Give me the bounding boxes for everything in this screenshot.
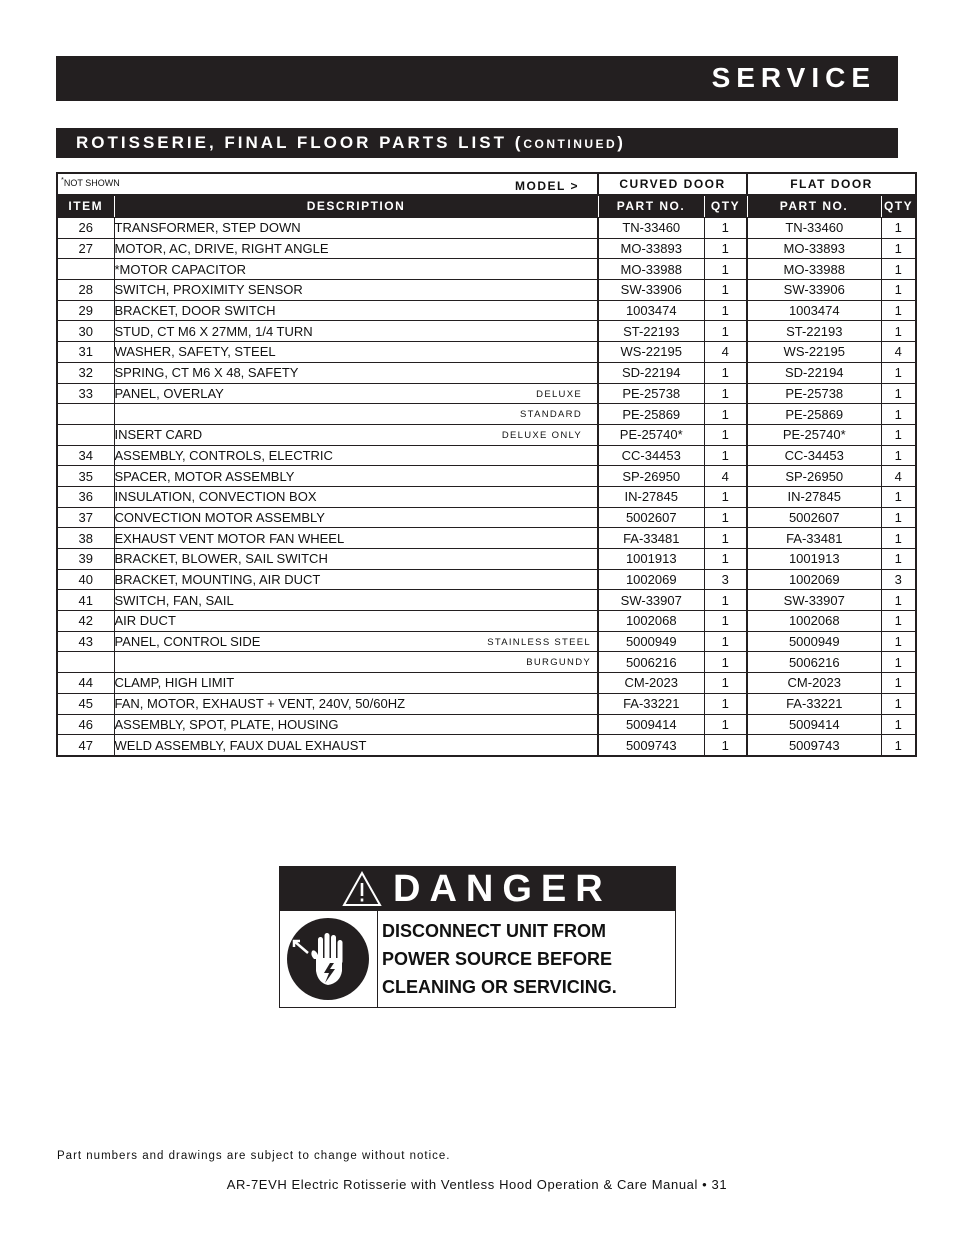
description-cell xyxy=(114,569,598,590)
flat-qty-cell: 1 xyxy=(881,383,916,404)
flat-part-no-cell: TN-33460 xyxy=(747,218,881,239)
curved-qty-cell: 1 xyxy=(704,280,747,301)
description-text: SPRING, CT M6 X 48, SAFETY xyxy=(114,365,299,381)
flat-part-no-cell: SW-33906 xyxy=(747,280,881,301)
electric-shock-hand-icon xyxy=(280,911,377,1007)
curved-qty-cell: 1 xyxy=(704,735,747,756)
description-text: CLAMP, HIGH LIMIT xyxy=(114,675,235,691)
curved-part-no-cell: MO-33893 xyxy=(598,238,704,259)
description-text: INSERT CARD xyxy=(114,427,203,443)
curved-qty-cell: 1 xyxy=(704,259,747,280)
curved-part-no-cell: PE-25869 xyxy=(598,404,704,425)
flat-qty-cell: 1 xyxy=(881,259,916,280)
danger-line-2: POWER SOURCE BEFORE xyxy=(382,949,613,969)
variant-label: STANDARD xyxy=(520,409,582,421)
flat-part-no-cell: IN-27845 xyxy=(747,486,881,507)
description-text: *MOTOR CAPACITOR xyxy=(114,261,246,277)
curved-qty-cell: 1 xyxy=(704,362,747,383)
description-text: PANEL, OVERLAY xyxy=(114,385,224,401)
page-footer: AR-7EVH Electric Rotisserie with Ventless Hood Operation & Care Manual • 31 xyxy=(226,1177,728,1192)
item-cell: 42 xyxy=(57,611,114,632)
curved-qty-cell: 1 xyxy=(704,300,747,321)
curved-part-no-cell: WS-22195 xyxy=(598,342,704,363)
flat-part-no-cell: SD-22194 xyxy=(747,362,881,383)
curved-part-no-cell: MO-33988 xyxy=(598,259,704,280)
flat-part-no-cell: 5002607 xyxy=(747,507,881,528)
col-flat-part-no: PART NO. xyxy=(747,195,881,218)
description-cell xyxy=(114,673,598,694)
flat-qty-cell: 1 xyxy=(881,445,916,466)
variant-label: DELUXE ONLY xyxy=(501,429,582,441)
item-cell: 37 xyxy=(57,507,114,528)
flat-qty-cell: 1 xyxy=(881,321,916,342)
parts-table xyxy=(56,172,917,757)
curved-part-no-cell: 5009414 xyxy=(598,714,704,735)
description-text: WELD ASSEMBLY, FAUX DUAL EXHAUST xyxy=(114,737,367,753)
col-curved-part-no: PART NO. xyxy=(598,195,704,218)
curved-qty-cell: 3 xyxy=(704,569,747,590)
item-cell: 27 xyxy=(57,238,114,259)
flat-part-no-cell: ST-22193 xyxy=(747,321,881,342)
table-row xyxy=(57,735,916,756)
curved-qty-cell: 1 xyxy=(704,693,747,714)
curved-part-no-cell: 1002068 xyxy=(598,611,704,632)
flat-part-no-cell: SP-26950 xyxy=(747,466,881,487)
curved-qty-cell: 1 xyxy=(704,321,747,342)
table-row xyxy=(57,507,916,528)
curved-qty-cell: 1 xyxy=(704,507,747,528)
description-cell xyxy=(114,631,598,652)
flat-qty-cell: 1 xyxy=(881,673,916,694)
warning-triangle-icon xyxy=(342,871,382,907)
description-cell xyxy=(114,549,598,570)
col-curved-qty: QTY xyxy=(704,195,747,218)
curved-qty-cell: 1 xyxy=(704,383,747,404)
description-cell xyxy=(114,445,598,466)
item-cell: 38 xyxy=(57,528,114,549)
flat-qty-cell: 1 xyxy=(881,528,916,549)
flat-qty-cell: 1 xyxy=(881,693,916,714)
description-text: EXHAUST VENT MOTOR FAN WHEEL xyxy=(114,530,345,546)
table-row xyxy=(57,528,916,549)
flat-qty-cell: 1 xyxy=(881,735,916,756)
table-row xyxy=(57,673,916,694)
item-cell: 39 xyxy=(57,549,114,570)
item-cell: 33 xyxy=(57,383,114,404)
column-header-row xyxy=(57,195,916,218)
danger-title-bar xyxy=(280,867,675,911)
item-cell: 34 xyxy=(57,445,114,466)
description-cell xyxy=(114,528,598,549)
description-text: PANEL, CONTROL SIDE xyxy=(114,634,261,650)
curved-part-no-cell: 1001913 xyxy=(598,549,704,570)
table-row xyxy=(57,238,916,259)
flat-part-no-cell: MO-33893 xyxy=(747,238,881,259)
description-text: SWITCH, FAN, SAIL xyxy=(114,592,234,608)
table-row xyxy=(57,569,916,590)
description-cell xyxy=(114,652,598,673)
curved-part-no-cell: 1002069 xyxy=(598,569,704,590)
flat-part-no-cell: 5009414 xyxy=(747,714,881,735)
description-text: CONVECTION MOTOR ASSEMBLY xyxy=(114,509,325,525)
curved-qty-cell: 1 xyxy=(704,486,747,507)
description-text: SPACER, MOTOR ASSEMBLY xyxy=(114,468,295,484)
table-row xyxy=(57,321,916,342)
curved-part-no-cell: FA-33481 xyxy=(598,528,704,549)
flat-qty-cell: 1 xyxy=(881,549,916,570)
item-cell: 40 xyxy=(57,569,114,590)
description-text: ASSEMBLY, CONTROLS, ELECTRIC xyxy=(114,447,333,463)
curved-part-no-cell: 5002607 xyxy=(598,507,704,528)
flat-qty-cell: 1 xyxy=(881,300,916,321)
item-cell: 32 xyxy=(57,362,114,383)
flat-qty-cell: 1 xyxy=(881,280,916,301)
flat-qty-cell: 1 xyxy=(881,362,916,383)
curved-part-no-cell: 1003474 xyxy=(598,300,704,321)
table-row xyxy=(57,445,916,466)
model-label-cell xyxy=(57,173,598,195)
danger-line-1: DISCONNECT UNIT FROM xyxy=(382,921,606,941)
danger-title: DANGER xyxy=(393,868,612,910)
description-text: BRACKET, DOOR SWITCH xyxy=(114,303,276,319)
item-cell: 46 xyxy=(57,714,114,735)
description-cell xyxy=(114,693,598,714)
description-cell xyxy=(114,466,598,487)
variant-label: BURGUNDY xyxy=(526,657,591,669)
table-row xyxy=(57,549,916,570)
item-cell: 36 xyxy=(57,486,114,507)
table-row xyxy=(57,424,916,445)
curved-part-no-cell: IN-27845 xyxy=(598,486,704,507)
flat-qty-cell: 1 xyxy=(881,424,916,445)
item-cell: 45 xyxy=(57,693,114,714)
curved-qty-cell: 1 xyxy=(704,218,747,239)
section-header-bar xyxy=(56,56,898,101)
curved-part-no-cell: CM-2023 xyxy=(598,673,704,694)
description-cell xyxy=(114,590,598,611)
curved-qty-cell: 1 xyxy=(704,238,747,259)
description-cell xyxy=(114,735,598,756)
description-text: TRANSFORMER, STEP DOWN xyxy=(114,220,301,236)
flat-part-no-cell: 1003474 xyxy=(747,300,881,321)
parts-list-title: ROTISSERIE, FINAL FLOOR PARTS LIST (CONTINUED) xyxy=(76,133,626,152)
change-notice: Part numbers and drawings are subject to change without notice. xyxy=(57,1150,451,1162)
model-curved-door: CURVED DOOR xyxy=(598,173,747,195)
model-label: MODEL > xyxy=(515,179,579,193)
col-flat-qty: QTY xyxy=(881,195,916,218)
danger-message xyxy=(382,917,667,1001)
item-cell xyxy=(57,424,114,445)
item-cell: 28 xyxy=(57,280,114,301)
col-description: DESCRIPTION xyxy=(114,195,598,218)
flat-part-no-cell: 1002069 xyxy=(747,569,881,590)
item-cell xyxy=(57,404,114,425)
description-cell xyxy=(114,259,598,280)
description-cell xyxy=(114,300,598,321)
item-cell: 44 xyxy=(57,673,114,694)
curved-qty-cell: 4 xyxy=(704,466,747,487)
curved-part-no-cell: CC-34453 xyxy=(598,445,704,466)
flat-part-no-cell: SW-33907 xyxy=(747,590,881,611)
flat-qty-cell: 1 xyxy=(881,590,916,611)
flat-part-no-cell: PE-25740* xyxy=(747,424,881,445)
description-cell xyxy=(114,280,598,301)
flat-part-no-cell: 5000949 xyxy=(747,631,881,652)
table-row xyxy=(57,693,916,714)
flat-qty-cell: 4 xyxy=(881,466,916,487)
table-row xyxy=(57,259,916,280)
curved-part-no-cell: PE-25738 xyxy=(598,383,704,404)
description-cell xyxy=(114,486,598,507)
flat-part-no-cell: WS-22195 xyxy=(747,342,881,363)
item-cell: 29 xyxy=(57,300,114,321)
flat-qty-cell: 1 xyxy=(881,611,916,632)
description-cell xyxy=(114,424,598,445)
table-row xyxy=(57,714,916,735)
item-cell: 47 xyxy=(57,735,114,756)
variant-label: DELUXE xyxy=(536,388,582,400)
flat-part-no-cell: 5009743 xyxy=(747,735,881,756)
danger-line-3: CLEANING OR SERVICING. xyxy=(382,977,617,997)
not-shown-note: *NOT SHOWN xyxy=(61,175,120,188)
description-text: ASSEMBLY, SPOT, PLATE, HOUSING xyxy=(114,716,339,732)
curved-qty-cell: 4 xyxy=(704,342,747,363)
curved-qty-cell: 1 xyxy=(704,445,747,466)
flat-part-no-cell: FA-33481 xyxy=(747,528,881,549)
table-row xyxy=(57,362,916,383)
model-flat-door: FLAT DOOR xyxy=(747,173,916,195)
danger-icon-cell xyxy=(280,911,378,1007)
flat-qty-cell: 1 xyxy=(881,714,916,735)
table-row xyxy=(57,652,916,673)
description-text: BRACKET, BLOWER, SAIL SWITCH xyxy=(114,551,328,567)
flat-part-no-cell: CC-34453 xyxy=(747,445,881,466)
description-cell xyxy=(114,714,598,735)
flat-qty-cell: 1 xyxy=(881,486,916,507)
curved-qty-cell: 1 xyxy=(704,652,747,673)
flat-part-no-cell: PE-25738 xyxy=(747,383,881,404)
col-item: ITEM xyxy=(57,195,114,218)
curved-part-no-cell: SD-22194 xyxy=(598,362,704,383)
curved-part-no-cell: 5006216 xyxy=(598,652,704,673)
section-title: SERVICE xyxy=(711,62,876,93)
curved-part-no-cell: FA-33221 xyxy=(598,693,704,714)
curved-qty-cell: 1 xyxy=(704,631,747,652)
item-cell xyxy=(57,259,114,280)
curved-part-no-cell: SP-26950 xyxy=(598,466,704,487)
description-text: FAN, MOTOR, EXHAUST + VENT, 240V, 50/60HZ xyxy=(114,696,406,712)
item-cell: 26 xyxy=(57,218,114,239)
flat-qty-cell: 1 xyxy=(881,238,916,259)
flat-part-no-cell: FA-33221 xyxy=(747,693,881,714)
danger-label xyxy=(279,866,676,1008)
description-cell xyxy=(114,383,598,404)
curved-qty-cell: 1 xyxy=(704,714,747,735)
description-cell xyxy=(114,404,598,425)
table-row xyxy=(57,404,916,425)
curved-part-no-cell: PE-25740* xyxy=(598,424,704,445)
flat-qty-cell: 1 xyxy=(881,631,916,652)
item-cell: 41 xyxy=(57,590,114,611)
table-row xyxy=(57,300,916,321)
table-row xyxy=(57,466,916,487)
description-cell xyxy=(114,342,598,363)
item-cell: 31 xyxy=(57,342,114,363)
description-cell xyxy=(114,362,598,383)
description-cell xyxy=(114,218,598,239)
curved-part-no-cell: SW-33907 xyxy=(598,590,704,611)
flat-part-no-cell: CM-2023 xyxy=(747,673,881,694)
table-row xyxy=(57,218,916,239)
description-cell xyxy=(114,321,598,342)
flat-qty-cell: 4 xyxy=(881,342,916,363)
curved-qty-cell: 1 xyxy=(704,424,747,445)
description-cell xyxy=(114,238,598,259)
parts-list-header-bar xyxy=(56,128,898,158)
flat-qty-cell: 1 xyxy=(881,404,916,425)
curved-qty-cell: 1 xyxy=(704,404,747,425)
description-cell xyxy=(114,507,598,528)
curved-part-no-cell: 5009743 xyxy=(598,735,704,756)
curved-part-no-cell: SW-33906 xyxy=(598,280,704,301)
table-row xyxy=(57,342,916,363)
curved-qty-cell: 1 xyxy=(704,673,747,694)
description-text: SWITCH, PROXIMITY SENSOR xyxy=(114,282,303,298)
table-row xyxy=(57,486,916,507)
table-row xyxy=(57,611,916,632)
item-cell: 35 xyxy=(57,466,114,487)
description-text: INSULATION, CONVECTION BOX xyxy=(114,489,317,505)
table-row xyxy=(57,280,916,301)
flat-part-no-cell: MO-33988 xyxy=(747,259,881,280)
curved-part-no-cell: ST-22193 xyxy=(598,321,704,342)
variant-label: STAINLESS STEEL xyxy=(487,636,591,648)
flat-qty-cell: 1 xyxy=(881,218,916,239)
description-text: BRACKET, MOUNTING, AIR DUCT xyxy=(114,572,321,588)
curved-part-no-cell: TN-33460 xyxy=(598,218,704,239)
flat-part-no-cell: 5006216 xyxy=(747,652,881,673)
flat-qty-cell: 1 xyxy=(881,652,916,673)
flat-qty-cell: 3 xyxy=(881,569,916,590)
description-text: AIR DUCT xyxy=(114,613,176,629)
flat-qty-cell: 1 xyxy=(881,507,916,528)
description-text: MOTOR, AC, DRIVE, RIGHT ANGLE xyxy=(114,241,329,257)
description-text: STUD, CT M6 X 27MM, 1/4 TURN xyxy=(114,323,313,339)
table-row xyxy=(57,631,916,652)
flat-part-no-cell: PE-25869 xyxy=(747,404,881,425)
flat-part-no-cell: 1001913 xyxy=(747,549,881,570)
table-row xyxy=(57,383,916,404)
curved-qty-cell: 1 xyxy=(704,549,747,570)
flat-part-no-cell: 1002068 xyxy=(747,611,881,632)
description-cell xyxy=(114,611,598,632)
item-cell xyxy=(57,652,114,673)
model-row xyxy=(57,173,916,195)
description-text: WASHER, SAFETY, STEEL xyxy=(114,344,276,360)
curved-qty-cell: 1 xyxy=(704,611,747,632)
table-row xyxy=(57,590,916,611)
curved-qty-cell: 1 xyxy=(704,590,747,611)
item-cell: 30 xyxy=(57,321,114,342)
item-cell: 43 xyxy=(57,631,114,652)
curved-qty-cell: 1 xyxy=(704,528,747,549)
curved-part-no-cell: 5000949 xyxy=(598,631,704,652)
